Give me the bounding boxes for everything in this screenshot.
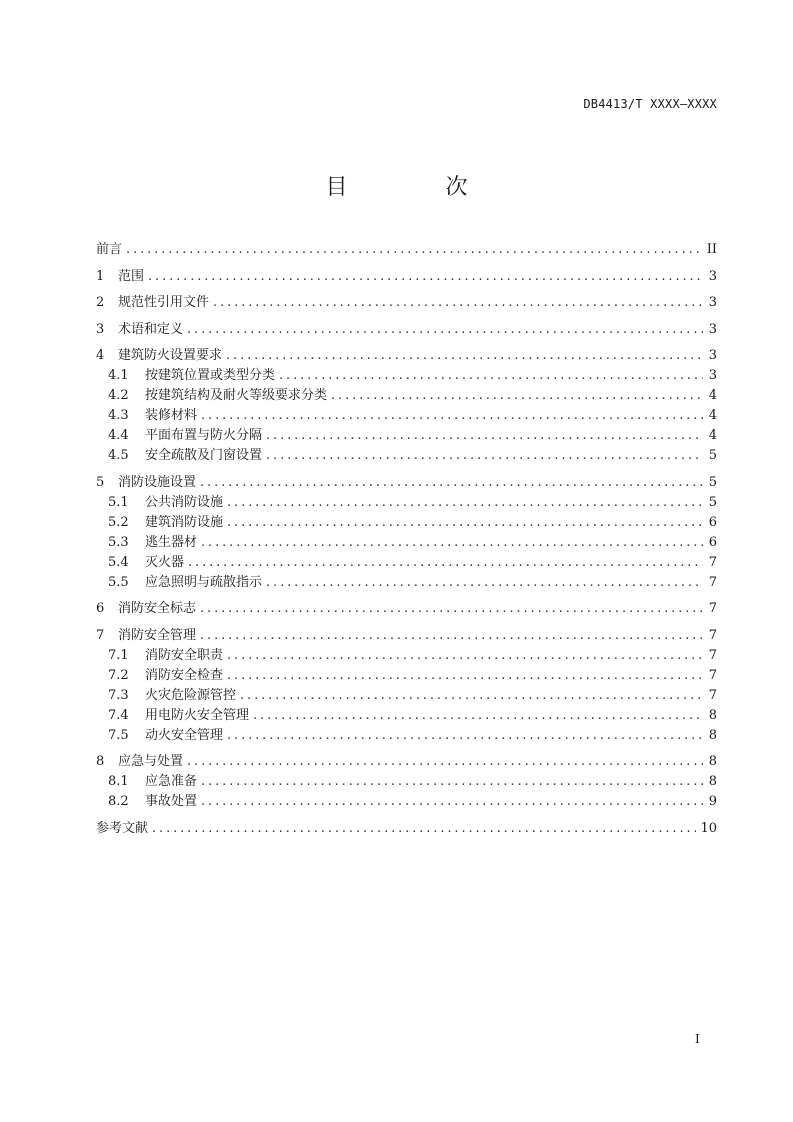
toc-entry-label: 用电防火安全管理 [145, 707, 250, 723]
toc-entry-label: 术语和定义 [118, 321, 184, 337]
toc-entry-number: 5.3 [108, 534, 129, 550]
toc-entry-number: 2 [96, 295, 105, 310]
toc-leader-dots [201, 792, 703, 812]
toc-entry-label: 消防安全职责 [145, 647, 224, 663]
toc-entry-number: 7.4 [108, 707, 129, 723]
toc-entry-page: 5 [708, 474, 717, 490]
toc-leader-dots [200, 626, 703, 646]
toc-leader-dots [213, 293, 703, 313]
toc-entry-number: 4 [96, 348, 105, 363]
toc-entry-number: 7.3 [108, 687, 129, 703]
toc-entry-label: 应急与处置 [118, 754, 184, 769]
toc-leader-dots [200, 473, 703, 493]
toc-leader-dots [266, 426, 703, 446]
toc-entry[interactable] [96, 726, 717, 746]
toc-entry-label: 消防安全管理 [118, 627, 197, 643]
toc-entry[interactable] [96, 626, 717, 646]
toc-entry-label: 范围 [118, 268, 145, 284]
toc-leader-dots [227, 513, 703, 533]
toc-entry[interactable] [96, 267, 717, 287]
toc-entry[interactable] [96, 426, 717, 446]
toc-leader-dots [187, 752, 703, 772]
toc-entry-page: 3 [708, 268, 717, 284]
toc-entry-number: 7.5 [108, 727, 129, 743]
toc-entry-label: 消防安全检查 [145, 667, 224, 683]
toc-leader-dots [279, 366, 703, 386]
toc-entry-number: 4.4 [108, 428, 129, 443]
toc-entry-label: 事故处置 [145, 794, 198, 809]
page-number: I [695, 1032, 700, 1046]
toc-entry-number: 8.2 [108, 794, 129, 809]
toc-entry-page: 7 [708, 647, 717, 663]
toc-leader-dots [188, 553, 703, 573]
toc-entry-number: 1 [96, 268, 105, 284]
toc-entry-label: 火灾危险源管控 [145, 687, 237, 703]
toc-entry-number: 7 [96, 627, 105, 643]
toc-entry-label: 消防设施设置 [118, 474, 197, 490]
toc-leader-dots [148, 267, 703, 287]
toc-entry[interactable] [96, 513, 717, 533]
toc-entry-label: 灭火器 [145, 554, 185, 570]
toc-entry-number: 7.1 [108, 647, 129, 663]
toc-entry[interactable] [96, 346, 717, 366]
toc-entry[interactable] [96, 666, 717, 686]
toc-entry-label: 应急照明与疏散指示 [145, 574, 263, 590]
toc-entry[interactable] [96, 293, 717, 313]
toc-entry-label: 前言 [96, 242, 123, 257]
toc-entry-number: 5.1 [108, 494, 129, 510]
toc-entry-label: 应急准备 [145, 774, 198, 789]
toc-entry-number: 5.2 [108, 514, 129, 530]
toc-entry-page: 10 [700, 820, 717, 836]
toc-entry-page: 9 [708, 794, 717, 809]
toc-entry-label: 动火安全管理 [145, 727, 224, 743]
toc-leader-dots [227, 493, 703, 513]
toc-entry-number: 5 [96, 474, 105, 490]
toc-entry-page: 8 [708, 774, 717, 789]
toc-entry-page: 8 [708, 727, 717, 743]
toc-entry-label: 规范性引用文件 [118, 295, 210, 310]
toc-leader-dots [126, 240, 703, 260]
document-code: DB4413/T XXXX—XXXX [583, 97, 717, 111]
toc-entry-number: 5.5 [108, 574, 129, 590]
toc-entry[interactable] [96, 493, 717, 513]
toc-entry-label: 公共消防设施 [145, 494, 224, 510]
toc-entry[interactable] [96, 686, 717, 706]
toc-entry-label: 逃生器材 [145, 534, 198, 550]
toc-leader-dots [187, 320, 703, 340]
toc-leader-dots [152, 819, 696, 839]
toc-entry-label: 安全疏散及门窗设置 [145, 448, 263, 463]
toc-entry[interactable] [96, 646, 717, 666]
toc-entry[interactable] [96, 386, 717, 406]
toc-leader-dots [266, 573, 703, 593]
toc-entry-page: II [706, 242, 717, 257]
toc-leader-dots [331, 386, 703, 406]
toc-entry-number: 3 [96, 321, 105, 337]
toc-entry-label: 装修材料 [145, 408, 198, 423]
toc-entry-page: 6 [708, 534, 717, 550]
toc-entry-page: 3 [708, 348, 717, 363]
toc-entry-page: 4 [708, 388, 717, 403]
toc-entry-label: 参考文献 [96, 820, 149, 836]
toc-entry[interactable] [96, 553, 717, 573]
toc-entry-label: 按建筑结构及耐火等级要求分类 [145, 388, 328, 403]
toc-entry[interactable] [96, 473, 717, 493]
toc-entry-page: 8 [708, 754, 717, 769]
toc-entry-number: 4.3 [108, 408, 129, 423]
toc-entry[interactable] [96, 240, 717, 260]
toc-leader-dots [240, 686, 703, 706]
toc-entry-number: 8.1 [108, 774, 129, 789]
toc-entry-label: 建筑消防设施 [145, 514, 224, 530]
toc-entry-number: 4.5 [108, 448, 129, 463]
toc-entry-page: 4 [708, 408, 717, 423]
table-of-contents [96, 240, 717, 839]
toc-entry-page: 7 [708, 554, 717, 570]
toc-entry-number: 8 [96, 754, 105, 769]
toc-leader-dots [227, 726, 703, 746]
toc-entry[interactable] [96, 706, 717, 726]
toc-entry-page: 5 [708, 494, 717, 510]
toc-entry-label: 建筑防火设置要求 [118, 348, 223, 363]
toc-entry-number: 4.1 [108, 368, 129, 383]
toc-entry-page: 3 [708, 368, 717, 383]
toc-entry[interactable] [96, 446, 717, 466]
toc-entry[interactable] [96, 573, 717, 593]
toc-entry-number: 4.2 [108, 388, 129, 403]
toc-title: 目 次 [325, 175, 506, 200]
toc-leader-dots [266, 446, 703, 466]
toc-entry[interactable] [96, 406, 717, 426]
toc-entry-label: 按建筑位置或类型分类 [145, 368, 276, 383]
toc-entry[interactable] [96, 320, 717, 340]
toc-entry-page: 7 [708, 667, 717, 683]
toc-entry-number: 5.4 [108, 554, 129, 570]
toc-entry-page: 4 [708, 428, 717, 443]
toc-entry[interactable] [96, 599, 717, 619]
toc-entry[interactable] [96, 792, 717, 812]
toc-entry-number: 6 [96, 601, 105, 616]
toc-entry-page: 3 [708, 321, 717, 337]
toc-entry-number: 7.2 [108, 667, 129, 683]
toc-entry-page: 7 [708, 574, 717, 590]
toc-entry[interactable] [96, 819, 717, 839]
toc-leader-dots [226, 346, 703, 366]
toc-leader-dots [227, 646, 703, 666]
toc-entry-label: 平面布置与防火分隔 [145, 428, 263, 443]
toc-entry[interactable] [96, 772, 717, 792]
toc-entry-label: 消防安全标志 [118, 601, 197, 616]
toc-leader-dots [201, 406, 703, 426]
toc-entry[interactable] [96, 533, 717, 553]
toc-entry[interactable] [96, 752, 717, 772]
toc-entry-page: 3 [708, 295, 717, 310]
toc-entry-page: 7 [708, 601, 717, 616]
toc-entry-page: 5 [708, 448, 717, 463]
toc-entry[interactable] [96, 366, 717, 386]
toc-leader-dots [200, 599, 703, 619]
toc-entry-page: 7 [708, 687, 717, 703]
toc-entry-page: 7 [708, 627, 717, 643]
toc-leader-dots [201, 772, 703, 792]
toc-entry-page: 6 [708, 514, 717, 530]
toc-entry-page: 8 [708, 707, 717, 723]
toc-leader-dots [227, 666, 703, 686]
toc-leader-dots [201, 533, 703, 553]
toc-leader-dots [253, 706, 703, 726]
